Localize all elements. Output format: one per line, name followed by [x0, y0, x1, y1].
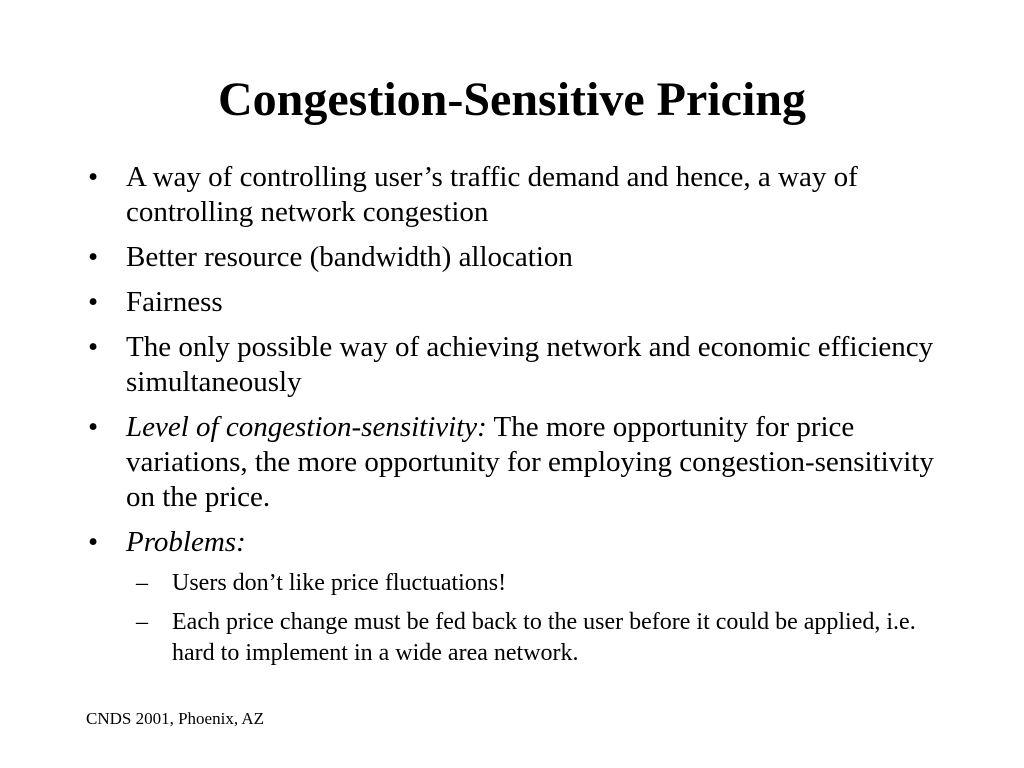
- bullet-marker: •: [88, 411, 99, 443]
- bullet-text: Better resource (bandwidth) allocation: [126, 241, 573, 273]
- bullet-marker: •: [88, 161, 99, 193]
- bullet-marker: •: [88, 331, 99, 363]
- sub-bullet-list: [126, 568, 956, 669]
- bullet-item: [86, 240, 956, 275]
- bullet-emphasis: Problems:: [126, 526, 246, 558]
- sub-bullet-text: Users don’t like price fluctuations!: [172, 570, 507, 596]
- bullet-item: [86, 330, 956, 400]
- bullet-marker: •: [88, 241, 99, 273]
- slide-title: Congestion-Sensitive Pricing: [218, 73, 806, 126]
- bullet-item: [86, 160, 956, 230]
- bullet-text: A way of controlling user’s traffic demand and hence, a way of controlling network congestion: [126, 161, 858, 228]
- footer-text: CNDS 2001, Phoenix, AZ: [86, 709, 265, 728]
- bullet-text: Fairness: [126, 286, 223, 318]
- bullet-item: [86, 525, 956, 669]
- bullet-text: The only possible way of achieving network and economic efficiency simultaneously: [126, 331, 934, 398]
- bullet-emphasis: Level of congestion-sensitivity:: [126, 411, 487, 443]
- sub-bullet-item: [126, 568, 956, 599]
- bullet-marker: •: [88, 526, 99, 558]
- sub-bullet-marker: –: [136, 570, 148, 596]
- sub-bullet-item: [126, 607, 956, 669]
- bullet-item: [86, 285, 956, 320]
- bullet-item: [86, 410, 956, 515]
- sub-bullet-text: Each price change must be fed back to the user before it could be applied, i.e. hard to implement in a wide area network.: [172, 609, 916, 666]
- bullet-list: [86, 160, 956, 679]
- bullet-marker: •: [88, 286, 99, 318]
- bullet-text: The more opportunity for price variations, the more opportunity for employing congestion-sensitivity on the price.: [126, 411, 934, 513]
- sub-bullet-marker: –: [136, 609, 148, 635]
